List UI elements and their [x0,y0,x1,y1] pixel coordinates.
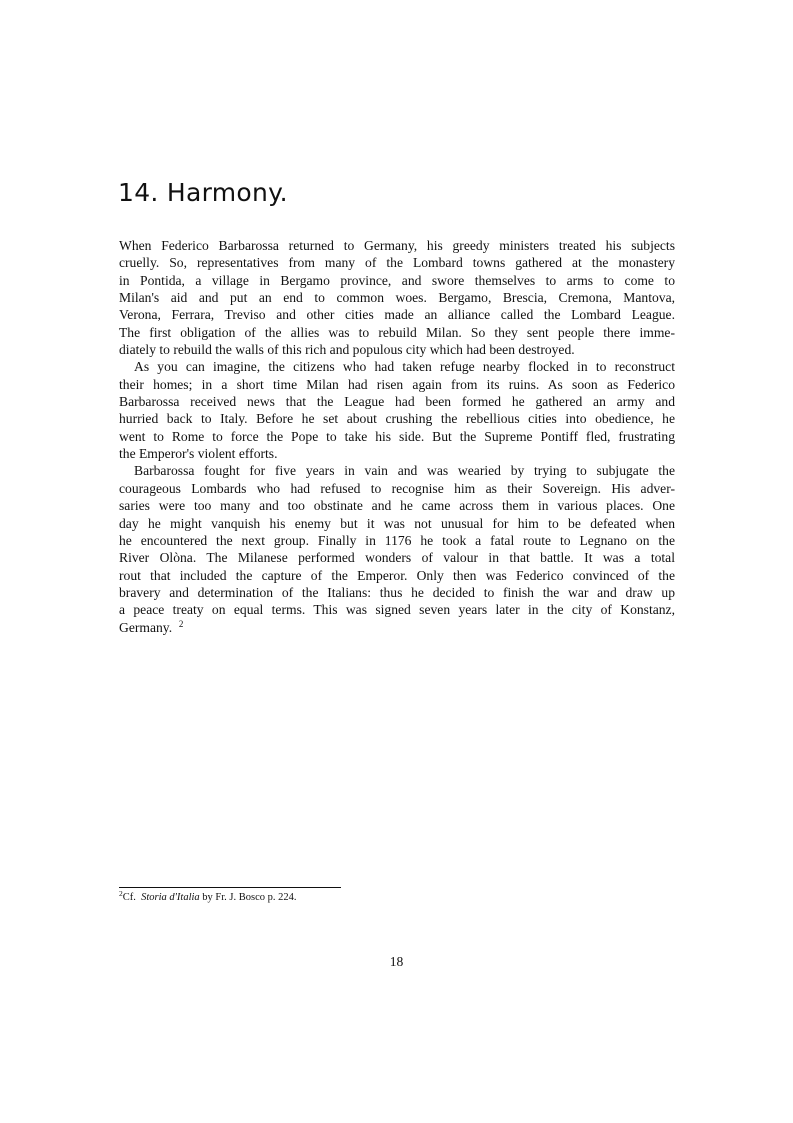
footnote-rule [119,887,341,888]
chapter-title: 14. Harmony. [118,178,288,207]
text-line: cruelly. So, representatives from many of the Lombard towns gathered at the monastery [119,255,675,271]
text-line: rout that included the capture of the Emperor. Only then was Federico convinced of the [119,567,675,583]
text-line: courageous Lombards who had refused to recognise him as their Sovereign. His adver- [119,480,675,496]
text-line: day he might vanquish his enemy but it was not unusual for him to be defeated when [119,515,675,531]
text-line: their homes; in a short time Milan had risen again from its ruins. As soon as Federico [119,376,675,392]
footnote [119,889,297,903]
text-line: Verona, Ferrara, Treviso and other cities made an alliance called the Lombard League. [119,307,675,323]
text-line: Milan's aid and put an end to common woes. Bergamo, Brescia, Cremona, Mantova, [119,290,675,306]
text-line: the Emperor's violent efforts. [119,446,278,462]
text-line: bravery and determination of the Italians: thus he decided to finish the war and draw up [119,584,675,600]
text-line: in Pontida, a village in Bergamo province, and swore themselves to arms to come to [119,272,675,288]
footnote-prefix: Cf. [122,892,136,903]
text-fragment: Germany. [119,619,173,635]
body-text [119,237,675,636]
text-line: went to Rome to force the Pope to take his side. But the Supreme Pontiff fled, frustrating [119,428,675,444]
text-line: diately to rebuild the walls of this rich and populous city which had been destroyed. [119,342,575,358]
paragraph-3 [119,462,675,635]
page-number: 18 [389,954,404,969]
text-line: hurried back to Italy. Before he set about crushing the rebellious cities into obedience, he [119,411,675,427]
text-line-last [119,619,675,636]
paragraph-2 [119,358,675,462]
text-line: Barbarossa fought for five years in vain and was wearied by trying to subjugate the [134,463,675,479]
footnote-suffix: by Fr. J. Bosco p. 224. [202,892,297,903]
footnote-title: Storia d'Italia [141,892,200,903]
text-line: he encountered the next group. Finally in 1176 he took a fatal route to Legnano on the [119,532,675,548]
text-line: a peace treaty on equal terms. This was signed seven years later in the city of Konstanz, [119,602,675,618]
text-line: River Olòna. The Milanese performed wonders of valour in that battle. It was a total [119,550,675,566]
text-line: When Federico Barbarossa returned to Germany, his greedy ministers treated his subjects [119,238,675,253]
footnote-mark: 2 [119,889,123,898]
footnote-reference[interactable]: 2 [178,618,184,629]
paragraph-1 [119,237,675,358]
text-line: As you can imagine, the citizens who had taken refuge nearby flocked in to reconstruct [134,359,675,375]
text-line: saries were too many and too obstinate and he came across them in various places. One [119,498,675,514]
text-line: Barbarossa received news that the League had been formed he gathered an army and [119,394,675,410]
text-line: The first obligation of the allies was to rebuild Milan. So they sent people there imme- [119,324,675,340]
